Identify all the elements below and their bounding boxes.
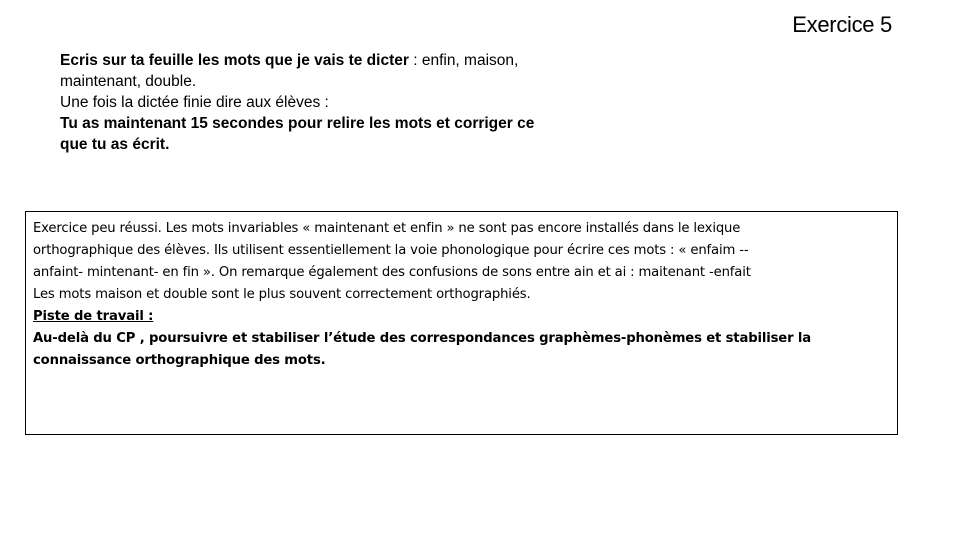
work-track-line: Au-delà du CP , poursuivre et stabiliser l’étude des correspondances graphèmes-phonèmes et stabiliser la: [33, 331, 812, 346]
slide-title: Exercice 5: [792, 12, 892, 37]
observation-line: anfaint- mintenant- en fin ». On remarque également des confusions de sons entre ain et ai : maitenant -enfait: [33, 265, 751, 280]
dictation-instruction-bold: Ecris sur ta feuille les mots que je vais te dicter: [60, 52, 409, 69]
after-dictation-text: Une fois la dictée finie dire aux élèves :: [60, 94, 329, 111]
teacher-instructions: [60, 50, 540, 155]
work-track-heading: Piste de travail :: [33, 309, 154, 324]
work-track-line: connaissance orthographique des mots.: [33, 353, 326, 368]
dictation-instruction: [60, 50, 540, 92]
dictation-word-list: : enfin, maison, maintenant, double.: [60, 52, 519, 90]
observation-line: orthographique des élèves. Ils utilisent essentiellement la voie phonologique pour écrire ces mots : « enfaim --: [33, 243, 749, 258]
observation-line: Exercice peu réussi. Les mots invariables « maintenant et enfin » ne sont pas encore installés dans le lexique: [33, 221, 741, 236]
analysis-box: [25, 211, 898, 435]
work-track: [33, 306, 891, 372]
observation-paragraph: [33, 218, 891, 306]
reread-instruction: Tu as maintenant 15 secondes pour relire les mots et corriger ce que tu as écrit.: [60, 115, 535, 153]
observation-line: Les mots maison et double sont le plus souvent correctement orthographiés.: [33, 287, 531, 302]
